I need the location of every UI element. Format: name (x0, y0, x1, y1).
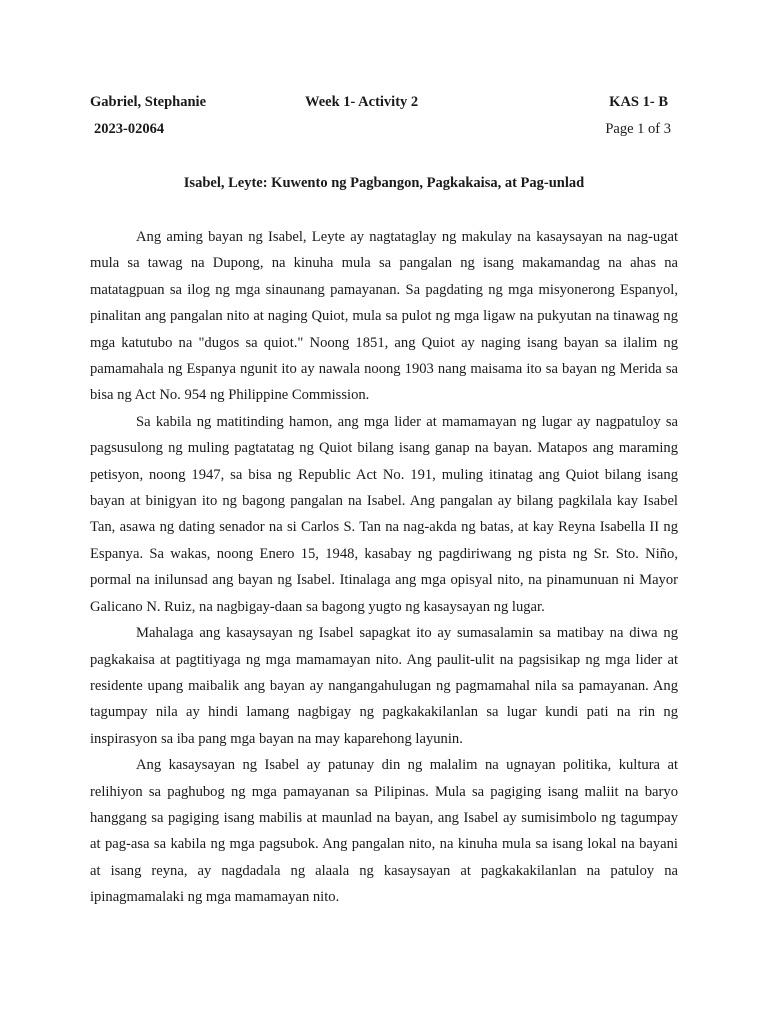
page-indicator: Page 1 of 3 (605, 121, 671, 137)
section-label: KAS 1- B (609, 94, 668, 110)
document-body (90, 224, 678, 911)
paragraph: Mahalaga ang kasaysayan ng Isabel sapagkat ito ay sumasalamin sa matibay na diwa ng pagkakaisa at pagtitiyaga ng mga mamamayan nito. Ang paulit-ulit na pagsisikap ng mga lider at residente upang maibalik ang bayan ay nangangahulugan ng pagmamahal nila sa pamayanan. Ang tagumpay nila ay hindi lamang nagbigay ng pagkakakilanlan sa lugar kundi pati na rin ng inspirasyon sa iba pang mga bayan na may kaparehong layunin. (90, 625, 678, 747)
paragraph: Sa kabila ng matitinding hamon, ang mga lider at mamamayan ng lugar ay nagpatuloy sa pagsusulong ng muling pagtatatag ng Quiot bilang isang ganap na bayan. Matapos ang maraming petisyon, noong 1947, sa bisa ng Republic Act No. 191, muling itinatag ang Quiot bilang isang bayan at binigyan ito ng bagong pangalan na Isabel. Ang pangalan ay bilang pagkilala kay Isabel Tan, asawa ng dating senador na si Carlos S. Tan na nag-akda ng batas, at kay Reyna Isabella II ng Espanya. Sa wakas, noong Enero 15, 1948, kasabay ng pagdiriwang ng pista ng Sr. Sto. Niño, pormal na inilunsad ang bayan ng Isabel. Itinalaga ang mga opisyal nito, na pinamunuan ni Mayor Galicano N. Ruiz, na nagbigay-daan sa bagong yugto ng kasaysayan ng lugar. (90, 413, 678, 615)
paragraph: Ang aming bayan ng Isabel, Leyte ay nagtataglay ng makulay na kasaysayan na nag-ugat mula sa tawag na Dupong, na kinuha mula sa pangalan ng isang makamandag na ahas na matatagpuan sa ilog ng mga sinaunang pamayanan. Sa pagdating ng mga misyonerong Espanyol, pinalitan ang pangalan nito at naging Quiot, mula sa pulot ng mga ligaw na pukyutan na tinawag ng mga katutubo na "dugos sa quiot." Noong 1851, ang Quiot ay naging isang bayan sa ilalim ng pamamahala ng Espanya ngunit ito ay nawala noong 1903 nang maisama ito sa bayan ng Merida sa bisa ng Act No. 954 ng Philippine Commission. (90, 229, 678, 404)
student-id: 2023-02064 (94, 121, 165, 137)
document-title: Isabel, Leyte: Kuwento ng Pagbangon, Pagkakaisa, at Pag-unlad (183, 175, 585, 191)
activity-label: Week 1- Activity 2 (305, 94, 419, 110)
student-name: Gabriel, Stephanie (90, 94, 207, 110)
paragraph: Ang kasaysayan ng Isabel ay patunay din ng malalim na ugnayan politika, kultura at relihiyon sa paghubog ng mga pamayanan sa Pilipinas. Mula sa pagiging isang maliit na baryo hanggang sa pagiging isang mabilis at maunlad na bayan, ang Isabel ay sumisimbolo ng tagumpay at pag-asa sa kabila ng mga pagsubok. Ang pangalan nito, na kinuha mula sa isang lokal na bayani at isang reyna, ay nagdadala ng alaala ng kasaysayan at pagkakakilanlan na patuloy na ipinagmamalaki ng mga mamamayan nito. (90, 757, 678, 906)
